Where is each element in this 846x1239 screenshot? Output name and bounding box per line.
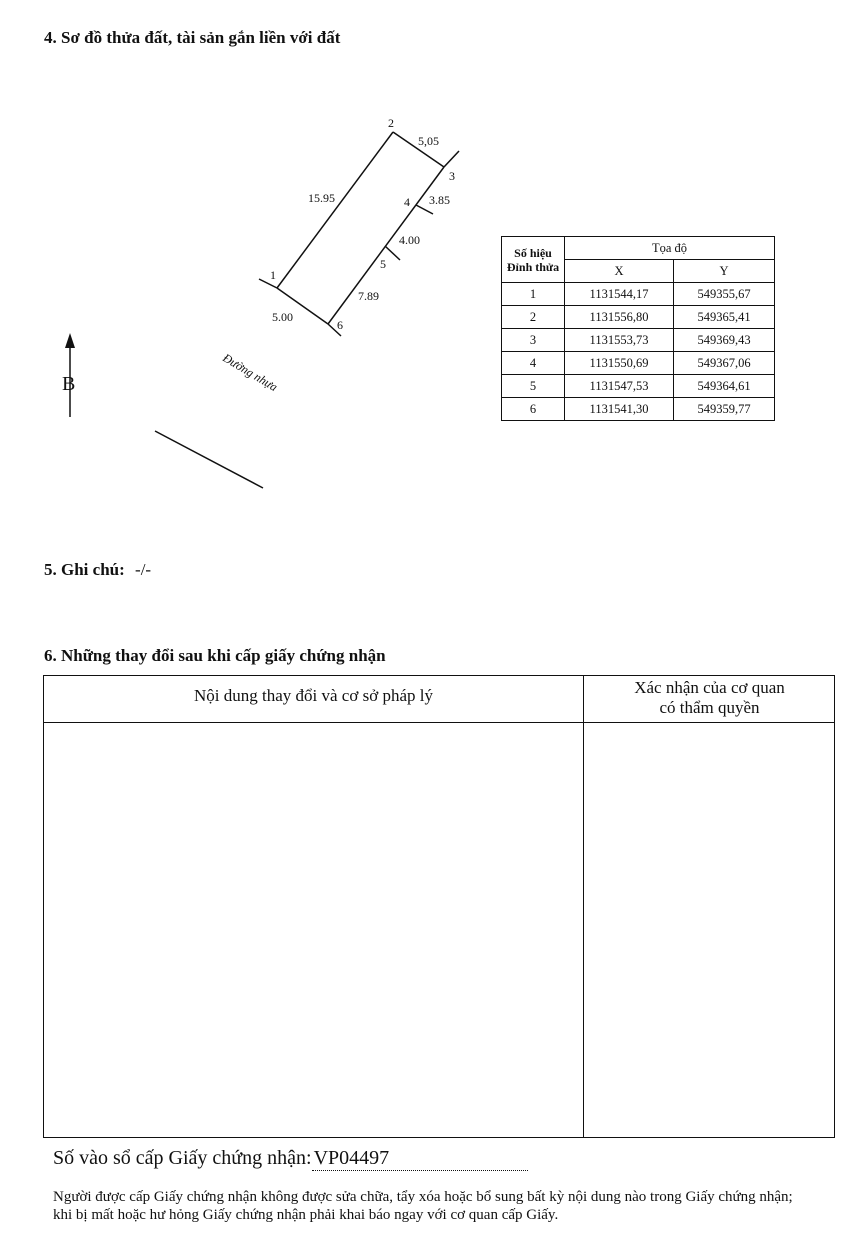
table-row bbox=[502, 306, 775, 329]
cell-id: 6 bbox=[502, 398, 565, 421]
changes-table-divider bbox=[583, 676, 584, 1137]
edge-length-6-1: 5.00 bbox=[272, 310, 293, 324]
cell-y: 549364,61 bbox=[674, 375, 775, 398]
cell-y: 549367,06 bbox=[674, 352, 775, 375]
cell-x: 1131547,53 bbox=[565, 375, 674, 398]
road-line bbox=[155, 431, 263, 488]
table-row bbox=[502, 283, 775, 306]
cell-id: 4 bbox=[502, 352, 565, 375]
col-header-y: Y bbox=[674, 260, 775, 283]
footer-note: Người được cấp Giấy chứng nhận không được sửa chữa, tẩy xóa hoặc bổ sung bất kỳ nội dung nào trong Giấy chứng nhận; khi bị mất hoặc hư hỏng Giấy chứng nhận phải khai báo ngay với cơ quan cấp Giấy. bbox=[53, 1189, 793, 1223]
col-header-vertex-id: Số hiệu Đỉnh thửa bbox=[502, 237, 565, 283]
vertex-label-2: 2 bbox=[388, 116, 394, 130]
edge-length-4-5: 4.00 bbox=[399, 233, 420, 247]
vertex-label-6: 6 bbox=[337, 318, 343, 332]
registry-number: VP04497 bbox=[312, 1147, 528, 1171]
authority-header-line-2: có thẩm quyền bbox=[659, 698, 760, 717]
changes-table bbox=[43, 675, 835, 1138]
vertex-label-4: 4 bbox=[404, 195, 410, 209]
parcel-edge-3-6 bbox=[328, 167, 444, 324]
cell-id: 5 bbox=[502, 375, 565, 398]
vertex-label-5: 5 bbox=[380, 257, 386, 271]
col-header-change-content: Nội dung thay đổi và cơ sở pháp lý bbox=[194, 686, 433, 705]
parcel-edge-1-2 bbox=[277, 132, 393, 288]
edge-length-2-3: 5,05 bbox=[418, 134, 439, 148]
coordinate-table bbox=[501, 236, 775, 421]
cell-x: 1131544,17 bbox=[565, 283, 674, 306]
cell-y: 549369,43 bbox=[674, 329, 775, 352]
registry-label: Số vào sổ cấp Giấy chứng nhận: bbox=[53, 1147, 312, 1169]
cell-id: 2 bbox=[502, 306, 565, 329]
section-4-title: 4. Sơ đồ thửa đất, tài sản gắn liền với đất bbox=[44, 28, 341, 47]
edge-length-3-4: 3.85 bbox=[429, 193, 450, 207]
table-row bbox=[502, 329, 775, 352]
cell-x: 1131556,80 bbox=[565, 306, 674, 329]
cell-id: 3 bbox=[502, 329, 565, 352]
col-header-coordinate: Tọa độ bbox=[565, 237, 775, 260]
registry-line bbox=[53, 1147, 528, 1171]
road-label: Đường nhựa bbox=[220, 350, 281, 395]
section-5-value: -/- bbox=[135, 560, 152, 579]
col-header-authority-confirmation bbox=[585, 678, 834, 718]
cell-y: 549365,41 bbox=[674, 306, 775, 329]
cell-id: 1 bbox=[502, 283, 565, 306]
cell-x: 1131553,73 bbox=[565, 329, 674, 352]
north-label: B bbox=[62, 373, 76, 395]
section-6-title: 6. Những thay đổi sau khi cấp giấy chứng nhận bbox=[44, 646, 386, 665]
vertex-tick-5 bbox=[385, 246, 400, 260]
vertex-label-3: 3 bbox=[449, 169, 455, 183]
vertex-label-1: 1 bbox=[270, 268, 276, 282]
edge-length-5-6: 7.89 bbox=[358, 289, 379, 303]
north-arrow-icon bbox=[65, 333, 75, 348]
table-row bbox=[502, 398, 775, 421]
cell-y: 549359,77 bbox=[674, 398, 775, 421]
edge-length-1-2: 15.95 bbox=[308, 191, 335, 205]
col-header-x: X bbox=[565, 260, 674, 283]
table-row bbox=[502, 352, 775, 375]
authority-confirmation-cell[interactable] bbox=[585, 722, 834, 1137]
cell-y: 549355,67 bbox=[674, 283, 775, 306]
change-content-cell[interactable] bbox=[44, 722, 583, 1137]
parcel-extension-3 bbox=[444, 151, 459, 167]
section-5-label: 5. Ghi chú: bbox=[44, 560, 125, 579]
table-row bbox=[502, 375, 775, 398]
cell-x: 1131541,30 bbox=[565, 398, 674, 421]
cell-x: 1131550,69 bbox=[565, 352, 674, 375]
authority-header-line-1: Xác nhận của cơ quan bbox=[634, 678, 785, 697]
section-5-notes bbox=[44, 560, 151, 580]
